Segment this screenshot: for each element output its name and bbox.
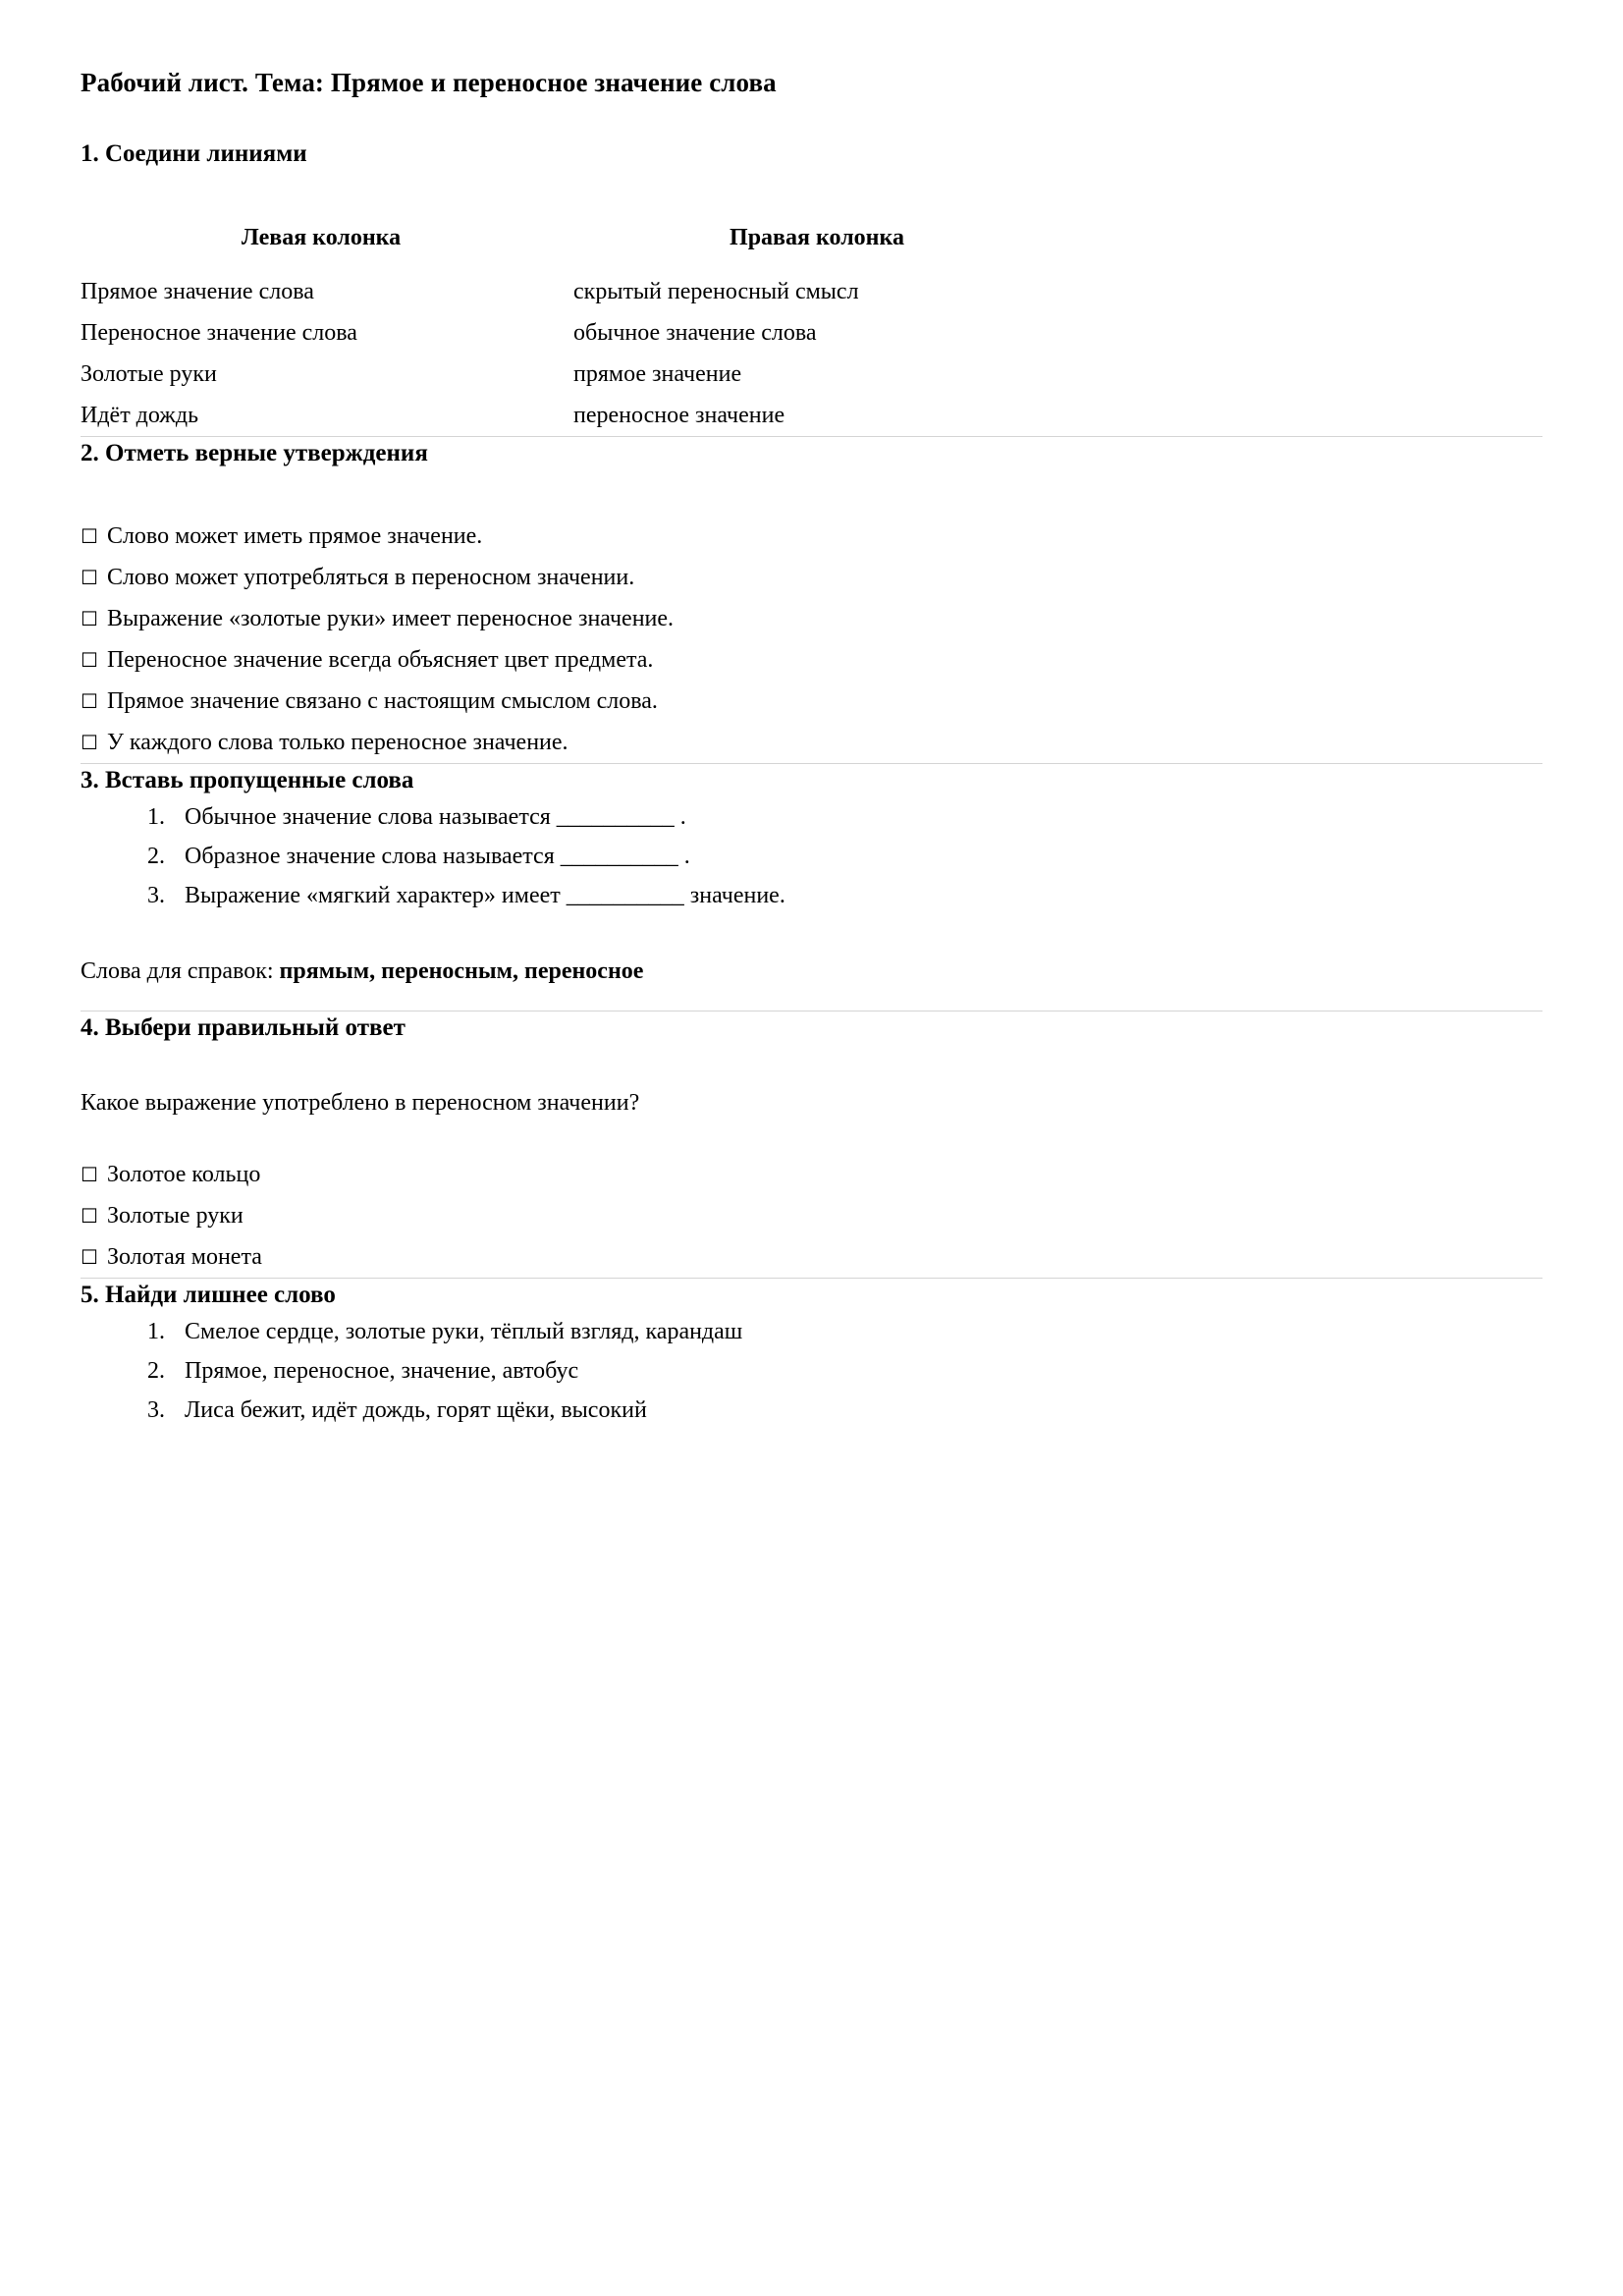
- reference-words-values: прямым, переносным, переносное: [279, 957, 644, 984]
- match-right-item[interactable]: прямое значение: [573, 361, 742, 388]
- checkbox-icon[interactable]: ☐: [81, 647, 98, 672]
- list-item[interactable]: [81, 1195, 1542, 1236]
- match-row: [81, 354, 1062, 395]
- left-column-cell: [81, 354, 571, 395]
- right-column-header: Правая колонка: [730, 225, 904, 251]
- list-item[interactable]: [81, 681, 1542, 722]
- section-heading-3: 3. Вставь пропущенные слова: [81, 766, 414, 793]
- list-item[interactable]: [171, 1351, 1542, 1391]
- right-column-cell: [571, 271, 1062, 312]
- match-left-item[interactable]: Переносное значение слова: [81, 320, 357, 347]
- statement-label: Слово может употребляться в переносном значении.: [106, 564, 635, 590]
- match-right-item[interactable]: переносное значение: [573, 403, 785, 429]
- odd-one-out-list: [81, 1312, 1542, 1430]
- page-title: Рабочий лист. Тема: Прямое и переносное значение слова: [81, 68, 777, 97]
- left-column-header-cell: [81, 226, 571, 249]
- true-statements-list: [81, 516, 1542, 763]
- checkbox-icon[interactable]: ☐: [81, 1203, 98, 1228]
- checkbox-icon[interactable]: ☐: [81, 523, 98, 548]
- section-heading-2: 2. Отметь верные утверждения: [81, 440, 428, 467]
- section-heading-4: 4. Выбери правильный ответ: [81, 1013, 406, 1041]
- statement-label: Переносное значение всегда объясняет цвет предмета.: [106, 646, 654, 673]
- option-label: Золотые руки: [106, 1202, 243, 1229]
- match-right-item[interactable]: скрытый переносный смысл: [573, 279, 859, 305]
- list-item[interactable]: [81, 557, 1542, 598]
- match-left-item[interactable]: Идёт дождь: [81, 403, 199, 429]
- list-item[interactable]: [81, 598, 1542, 639]
- statement-label: Слово может иметь прямое значение.: [106, 522, 483, 549]
- match-header-row: [81, 226, 1062, 249]
- statement-label: Прямое значение связано с настоящим смыслом слова.: [106, 687, 658, 714]
- list-item[interactable]: [171, 797, 1542, 837]
- fill-blank-sentence: Обычное значение слова называется __________ .: [185, 803, 686, 830]
- checkbox-icon[interactable]: ☐: [81, 1244, 98, 1269]
- match-left-item[interactable]: Золотые руки: [81, 361, 217, 388]
- list-item[interactable]: [171, 876, 1542, 915]
- match-right-item[interactable]: обычное значение слова: [573, 320, 817, 347]
- word-group: Прямое, переносное, значение, автобус: [185, 1357, 579, 1384]
- left-column-cell: [81, 271, 571, 312]
- multiple-choice-question: Какое выражение употреблено в переносном значении?: [81, 1089, 640, 1116]
- statement-label: Выражение «золотые руки» имеет переносное значение.: [106, 605, 675, 631]
- match-row: [81, 395, 1062, 436]
- match-row: [81, 271, 1062, 312]
- list-item[interactable]: [81, 639, 1542, 681]
- section-heading-1: 1. Соедини линиями: [81, 140, 307, 168]
- reference-words-label: Слова для справок:: [81, 957, 280, 984]
- checkbox-icon[interactable]: ☐: [81, 565, 98, 589]
- right-column-cell: [571, 312, 1062, 354]
- right-column-header-cell: [571, 226, 1062, 249]
- option-label: Золотая монета: [106, 1243, 262, 1270]
- statement-label: У каждого слова только переносное значение.: [106, 729, 568, 755]
- match-left-item[interactable]: Прямое значение слова: [81, 279, 314, 305]
- left-column-cell: [81, 312, 571, 354]
- reference-words-line: [81, 957, 1542, 987]
- checkbox-icon[interactable]: ☐: [81, 730, 98, 754]
- list-item[interactable]: [81, 1154, 1542, 1195]
- list-item[interactable]: [81, 722, 1542, 763]
- word-group: Смелое сердце, золотые руки, тёплый взгляд, карандаш: [185, 1318, 743, 1344]
- fill-blank-sentence: Образное значение слова называется __________ .: [185, 843, 690, 869]
- left-column-cell: [81, 395, 571, 436]
- multiple-choice-options: [81, 1154, 1542, 1278]
- match-row: [81, 312, 1062, 354]
- left-column-header: Левая колонка: [241, 225, 402, 251]
- option-label: Золотое кольцо: [106, 1161, 261, 1187]
- fill-in-blanks-list: [81, 797, 1542, 915]
- list-item[interactable]: [171, 837, 1542, 876]
- checkbox-icon[interactable]: ☐: [81, 606, 98, 630]
- match-columns-table: [81, 226, 1542, 436]
- list-item[interactable]: [81, 1236, 1542, 1278]
- checkbox-icon[interactable]: ☐: [81, 1162, 98, 1186]
- list-item[interactable]: [171, 1391, 1542, 1430]
- word-group: Лиса бежит, идёт дождь, горят щёки, высокий: [185, 1396, 647, 1423]
- list-item[interactable]: [171, 1312, 1542, 1351]
- right-column-cell: [571, 354, 1062, 395]
- right-column-cell: [571, 395, 1062, 436]
- section-heading-5: 5. Найди лишнее слово: [81, 1281, 336, 1308]
- checkbox-icon[interactable]: ☐: [81, 688, 98, 713]
- fill-blank-sentence: Выражение «мягкий характер» имеет __________ значение.: [185, 882, 785, 908]
- list-item[interactable]: [81, 516, 1542, 557]
